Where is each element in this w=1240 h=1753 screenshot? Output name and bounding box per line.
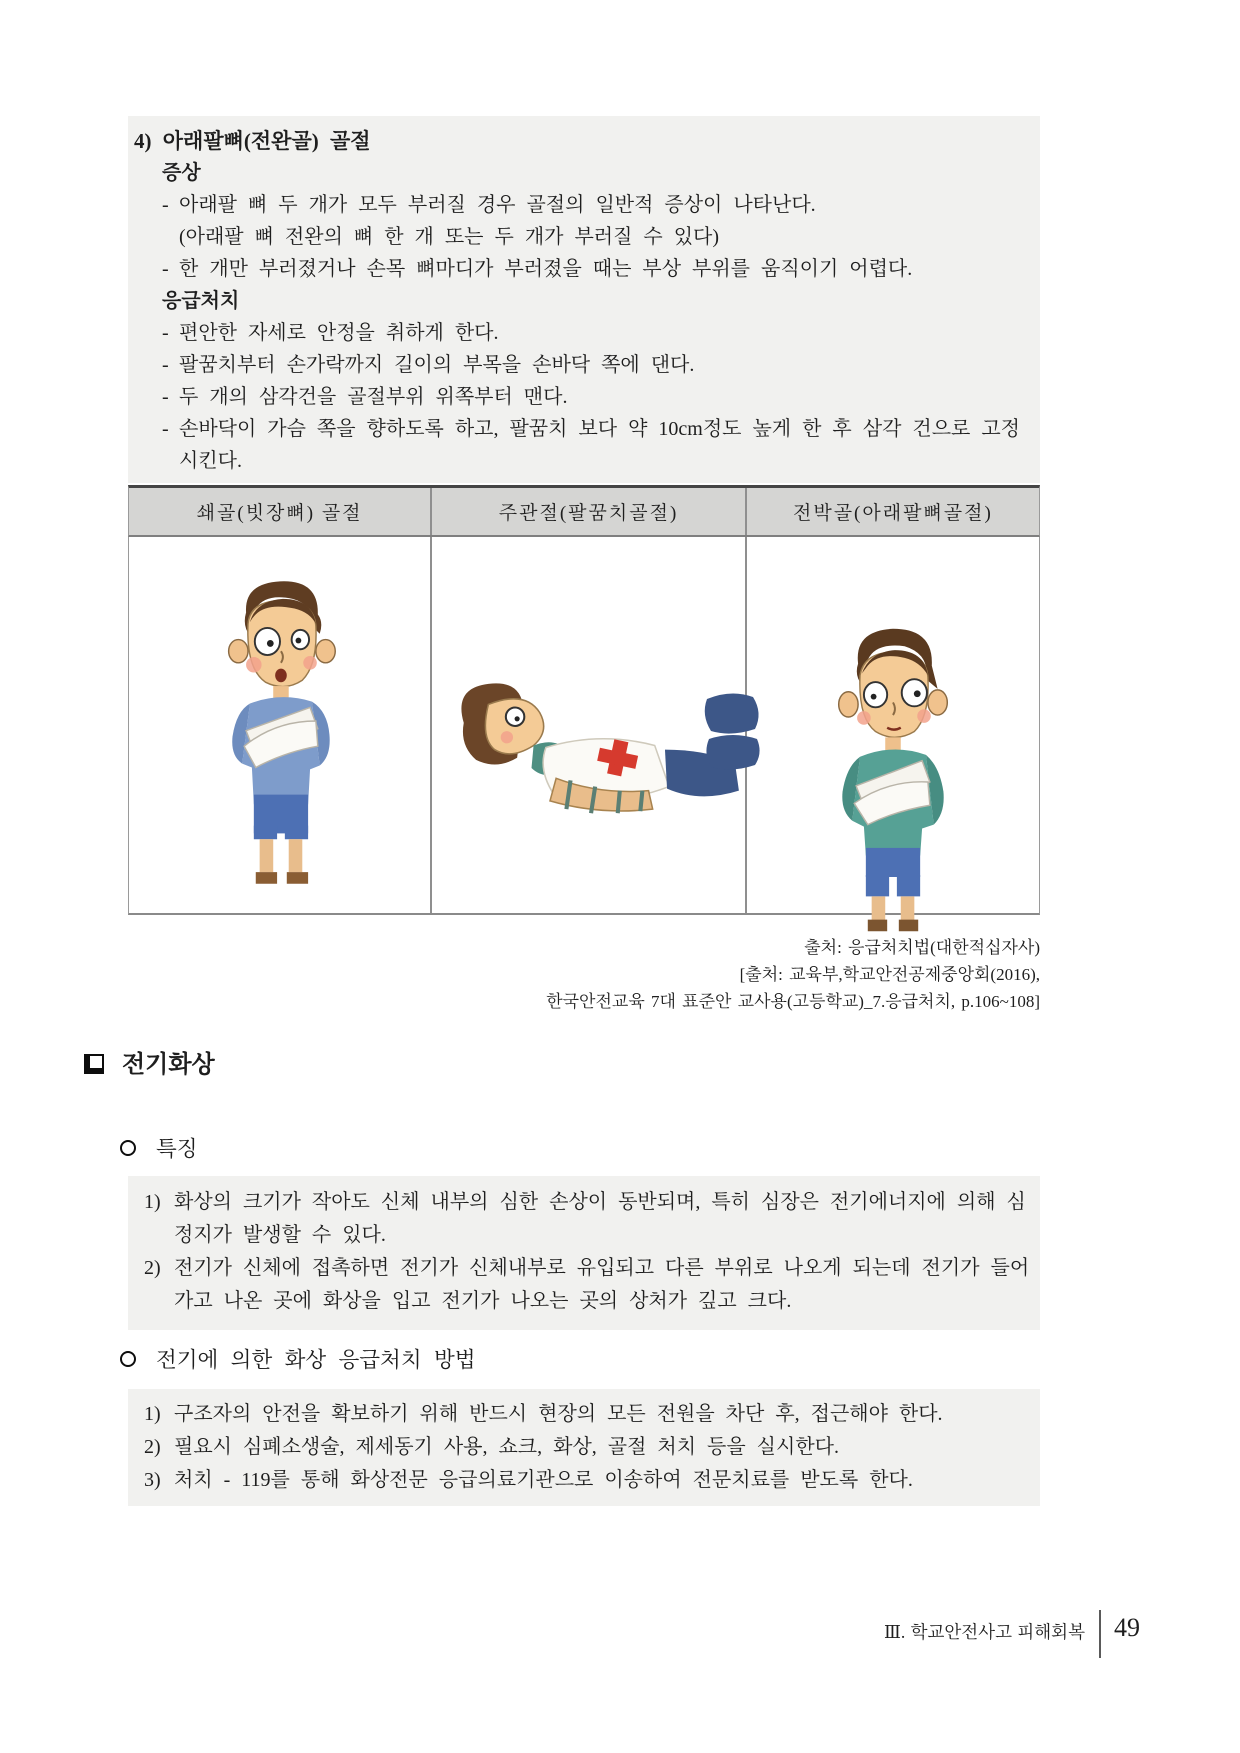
dash-bullet: - bbox=[162, 194, 169, 216]
dash-bullet: - bbox=[162, 258, 169, 280]
symptom-item: - 아래팔 뼈 두 개가 모두 부러질 경우 골절의 일반적 증상이 나타난다. bbox=[134, 189, 1028, 221]
method-item: 3) 처치 - 119를 통해 화상전문 응급의료기관으로 이송하여 전문치료를 받도록 한다. bbox=[144, 1464, 1030, 1497]
method-box bbox=[128, 1389, 1040, 1506]
table-cell-elbow bbox=[430, 537, 747, 913]
fracture-table-body-row bbox=[128, 537, 1040, 915]
clavicle-fracture-illustration bbox=[217, 573, 343, 898]
method-item: 1) 구조자의 안전을 확보하기 위해 반드시 현장의 모든 전원을 차단 후, 접근해야 한다. bbox=[144, 1398, 1030, 1431]
citation-line: 출처: 응급처치법(대한적십자사) bbox=[804, 938, 1040, 957]
feature-item: 1) 화상의 크기가 작아도 신체 내부의 심한 손상이 동반되며, 특히 심장은 전기에너지에 의해 심정지가 발생할 수 있다. bbox=[144, 1186, 1030, 1252]
item-number: 3) bbox=[144, 1469, 161, 1491]
firstaid-item: - 팔꿈치부터 손가락까지 길이의 부목을 손바닥 쪽에 댄다. bbox=[134, 349, 1028, 381]
features-box bbox=[128, 1176, 1040, 1330]
symptom-item: (아래팔 뼈 전완의 뼈 한 개 또는 두 개가 부러질 수 있다) bbox=[134, 221, 1028, 253]
citation-line: [출처: 교육부,학교안전공제중앙회(2016), bbox=[739, 965, 1040, 984]
item-number: 2) bbox=[144, 1436, 161, 1458]
citation-line: 한국안전교육 7대 표준안 교사용(고등학교)_7.응급처치, p.106~108] bbox=[546, 992, 1040, 1011]
footer-divider bbox=[1099, 1610, 1101, 1658]
source-citation bbox=[546, 934, 1040, 1015]
page-number: 49 bbox=[1114, 1613, 1140, 1642]
table-cell-forearm bbox=[747, 537, 1039, 913]
chapter-title: Ⅲ. 학교안전사고 피해회복 bbox=[883, 1622, 1085, 1642]
circle-bullet-icon bbox=[120, 1351, 136, 1367]
section-title: 4) 아래팔뼈(전완골) 골절 bbox=[134, 129, 371, 153]
item-number: 1) bbox=[144, 1191, 161, 1213]
electric-burn-title: 전기화상 bbox=[122, 1052, 215, 1078]
dash-bullet: - bbox=[162, 322, 169, 344]
dash-bullet: - bbox=[162, 386, 169, 408]
electric-burn-heading bbox=[84, 1050, 215, 1080]
item-number: 2) bbox=[144, 1257, 161, 1279]
item-number: 1) bbox=[144, 1403, 161, 1425]
lying-figure-feet-overlap bbox=[701, 689, 763, 773]
dash-bullet bbox=[162, 221, 179, 253]
method-item: 2) 필요시 심폐소생술, 제세동기 사용, 쇼크, 화상, 골절 처치 등을 실시한다. bbox=[144, 1431, 1030, 1464]
fracture-table bbox=[128, 485, 1040, 915]
features-label: 특징 bbox=[156, 1137, 198, 1161]
elbow-fracture-illustration bbox=[435, 659, 743, 834]
square-bullet-icon bbox=[84, 1054, 104, 1074]
features-heading bbox=[120, 1134, 198, 1164]
dash-bullet: - bbox=[162, 354, 169, 376]
table-header-forearm: 전박골(아래팔뼈골절) bbox=[793, 503, 993, 524]
firstaid-label: 응급처치 bbox=[162, 290, 240, 312]
method-label: 전기에 의한 화상 응급처치 방법 bbox=[156, 1348, 476, 1372]
fracture-table-header-row bbox=[128, 485, 1040, 537]
feature-item: 2) 전기가 신체에 접촉하면 전기가 신체내부로 유입되고 다른 부위로 나오게 되는데 전기가 들어가고 나온 곳에 화상을 입고 전기가 나오는 곳의 상처가 깊고 크다. bbox=[144, 1252, 1030, 1318]
forearm-fracture-section bbox=[128, 116, 1040, 483]
forearm-fracture-illustration bbox=[825, 621, 961, 941]
symptoms-label: 증상 bbox=[162, 162, 201, 184]
table-header-clavicle: 쇄골(빗장뼈) 골절 bbox=[196, 503, 363, 524]
table-cell-clavicle bbox=[129, 537, 430, 913]
firstaid-item: - 손바닥이 가슴 쪽을 향하도록 하고, 팔꿈치 보다 약 10cm정도 높게 한 후 삼각 건으로 고정시킨다. bbox=[134, 413, 1028, 477]
page-footer bbox=[884, 1610, 1140, 1658]
table-header-elbow: 주관절(팔꿈치골절) bbox=[430, 488, 747, 535]
dash-bullet: - bbox=[162, 418, 169, 440]
method-heading bbox=[120, 1345, 476, 1375]
circle-bullet-icon bbox=[120, 1140, 136, 1156]
firstaid-item: - 두 개의 삼각건을 골절부위 위쪽부터 맨다. bbox=[134, 381, 1028, 413]
firstaid-item: - 편안한 자세로 안정을 취하게 한다. bbox=[134, 317, 1028, 349]
symptom-item: - 한 개만 부러졌거나 손목 뼈마디가 부러졌을 때는 부상 부위를 움직이기 어렵다. bbox=[134, 253, 1028, 285]
